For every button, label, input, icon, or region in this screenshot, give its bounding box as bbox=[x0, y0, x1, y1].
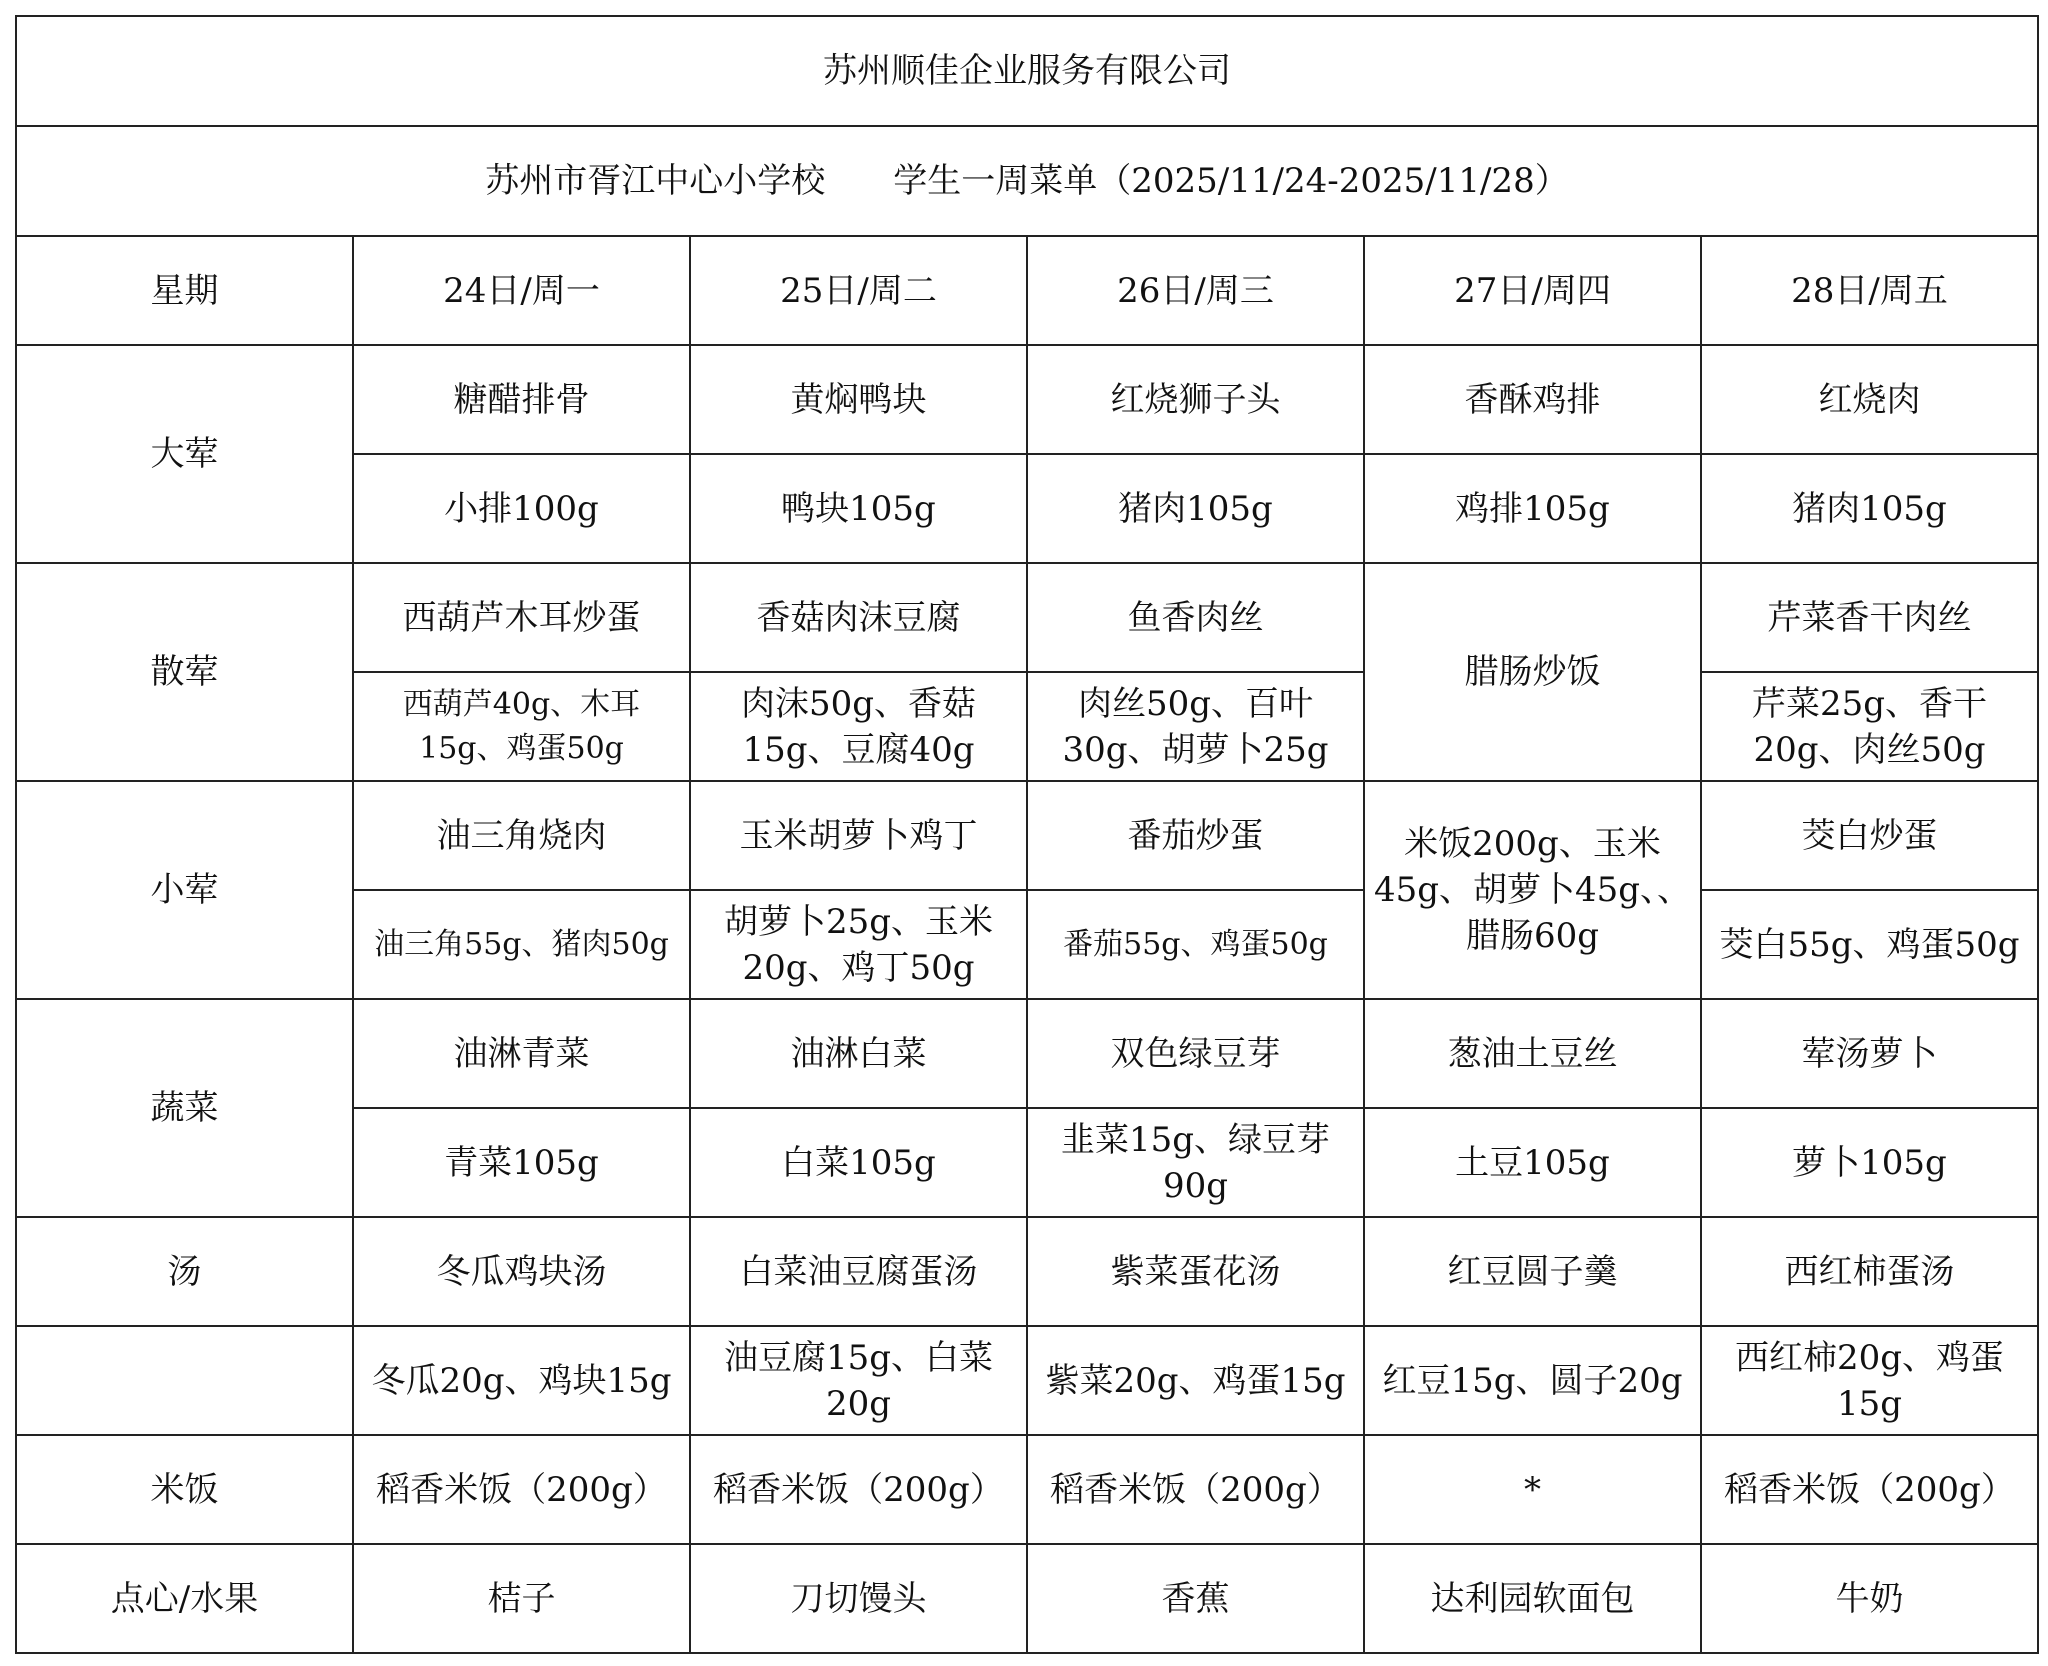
day-header-tue: 25日/周二 bbox=[690, 236, 1027, 345]
rice-thu: * bbox=[1364, 1435, 1701, 1544]
soup-dish-tue: 白菜油豆腐蛋汤 bbox=[690, 1217, 1027, 1326]
side-dish-wed: 鱼香肉丝 bbox=[1027, 563, 1364, 672]
main-dish-mon: 糖醋排骨 bbox=[353, 345, 690, 454]
menu-subtitle: 苏州市胥江中心小学校 学生一周菜单（2025/11/24-2025/11/28） bbox=[16, 126, 2038, 236]
small-dish-fri: 茭白炒蛋 bbox=[1701, 781, 2038, 890]
rice-label: 米饭 bbox=[16, 1435, 353, 1544]
snack-thu: 达利园软面包 bbox=[1364, 1544, 1701, 1653]
main-dish-thu: 香酥鸡排 bbox=[1364, 345, 1701, 454]
small-dish-mon: 油三角烧肉 bbox=[353, 781, 690, 890]
rice-mon: 稻香米饭（200g） bbox=[353, 1435, 690, 1544]
snack-wed: 香蕉 bbox=[1027, 1544, 1364, 1653]
soup-ingredients-tue: 油豆腐15g、白菜20g bbox=[690, 1326, 1027, 1435]
day-header-mon: 24日/周一 bbox=[353, 236, 690, 345]
main-dish-wed: 红烧狮子头 bbox=[1027, 345, 1364, 454]
company-title: 苏州顺佳企业服务有限公司 bbox=[16, 16, 2038, 126]
veg-ingredients-mon: 青菜105g bbox=[353, 1108, 690, 1217]
small-ingredients-wed: 番茄55g、鸡蛋50g bbox=[1027, 890, 1364, 999]
soup-ingredients-label-empty bbox=[16, 1326, 353, 1435]
soup-ingredients-thu: 红豆15g、圆子20g bbox=[1364, 1326, 1701, 1435]
day-header-thu: 27日/周四 bbox=[1364, 236, 1701, 345]
small-ingredients-thu: 米饭200g、玉米45g、胡萝卜45g、、腊肠60g bbox=[1364, 781, 1701, 999]
side-ingredients-fri: 芹菜25g、香干20g、肉丝50g bbox=[1701, 672, 2038, 781]
side-dish-thu: 腊肠炒饭 bbox=[1364, 563, 1701, 781]
soup-label: 汤 bbox=[16, 1217, 353, 1326]
soup-ingredients-mon: 冬瓜20g、鸡块15g bbox=[353, 1326, 690, 1435]
soup-dish-mon: 冬瓜鸡块汤 bbox=[353, 1217, 690, 1326]
snack-mon: 桔子 bbox=[353, 1544, 690, 1653]
veg-dish-mon: 油淋青菜 bbox=[353, 999, 690, 1108]
veg-ingredients-wed: 韭菜15g、绿豆芽90g bbox=[1027, 1108, 1364, 1217]
snack-tue: 刀切馒头 bbox=[690, 1544, 1027, 1653]
header-row bbox=[16, 236, 2038, 345]
side-ingredients-tue: 肉沫50g、香菇15g、豆腐40g bbox=[690, 672, 1027, 781]
weekday-label: 星期 bbox=[16, 236, 353, 345]
side-dish-tue: 香菇肉沫豆腐 bbox=[690, 563, 1027, 672]
soup-dish-thu: 红豆圆子羹 bbox=[1364, 1217, 1701, 1326]
snack-fri: 牛奶 bbox=[1701, 1544, 2038, 1653]
rice-wed: 稻香米饭（200g） bbox=[1027, 1435, 1364, 1544]
side-dish-label: 散荤 bbox=[16, 563, 353, 781]
day-header-fri: 28日/周五 bbox=[1701, 236, 2038, 345]
rice-tue: 稻香米饭（200g） bbox=[690, 1435, 1027, 1544]
soup-dish-fri: 西红柿蛋汤 bbox=[1701, 1217, 2038, 1326]
small-ingredients-tue: 胡萝卜25g、玉米20g、鸡丁50g bbox=[690, 890, 1027, 999]
veg-label: 蔬菜 bbox=[16, 999, 353, 1217]
small-ingredients-fri: 茭白55g、鸡蛋50g bbox=[1701, 890, 2038, 999]
main-dish-label: 大荤 bbox=[16, 345, 353, 563]
veg-ingredients-thu: 土豆105g bbox=[1364, 1108, 1701, 1217]
veg-dish-wed: 双色绿豆芽 bbox=[1027, 999, 1364, 1108]
veg-dish-fri: 荤汤萝卜 bbox=[1701, 999, 2038, 1108]
soup-ingredients-wed: 紫菜20g、鸡蛋15g bbox=[1027, 1326, 1364, 1435]
rice-fri: 稻香米饭（200g） bbox=[1701, 1435, 2038, 1544]
main-ingredients-fri: 猪肉105g bbox=[1701, 454, 2038, 563]
main-ingredients-wed: 猪肉105g bbox=[1027, 454, 1364, 563]
veg-dish-thu: 葱油土豆丝 bbox=[1364, 999, 1701, 1108]
main-dish-fri: 红烧肉 bbox=[1701, 345, 2038, 454]
veg-ingredients-fri: 萝卜105g bbox=[1701, 1108, 2038, 1217]
soup-dish-wed: 紫菜蛋花汤 bbox=[1027, 1217, 1364, 1326]
small-dish-wed: 番茄炒蛋 bbox=[1027, 781, 1364, 890]
side-ingredients-mon: 西葫芦40g、木耳15g、鸡蛋50g bbox=[353, 672, 690, 781]
soup-ingredients-fri: 西红柿20g、鸡蛋15g bbox=[1701, 1326, 2038, 1435]
veg-dish-tue: 油淋白菜 bbox=[690, 999, 1027, 1108]
side-dish-fri: 芹菜香干肉丝 bbox=[1701, 563, 2038, 672]
veg-ingredients-tue: 白菜105g bbox=[690, 1108, 1027, 1217]
main-dish-tue: 黄焖鸭块 bbox=[690, 345, 1027, 454]
weekly-menu-table bbox=[15, 15, 2039, 1654]
main-ingredients-tue: 鸭块105g bbox=[690, 454, 1027, 563]
small-ingredients-mon: 油三角55g、猪肉50g bbox=[353, 890, 690, 999]
small-dish-tue: 玉米胡萝卜鸡丁 bbox=[690, 781, 1027, 890]
day-header-wed: 26日/周三 bbox=[1027, 236, 1364, 345]
side-ingredients-wed: 肉丝50g、百叶30g、胡萝卜25g bbox=[1027, 672, 1364, 781]
snack-label: 点心/水果 bbox=[16, 1544, 353, 1653]
main-ingredients-thu: 鸡排105g bbox=[1364, 454, 1701, 563]
small-dish-label: 小荤 bbox=[16, 781, 353, 999]
side-dish-mon: 西葫芦木耳炒蛋 bbox=[353, 563, 690, 672]
main-ingredients-mon: 小排100g bbox=[353, 454, 690, 563]
